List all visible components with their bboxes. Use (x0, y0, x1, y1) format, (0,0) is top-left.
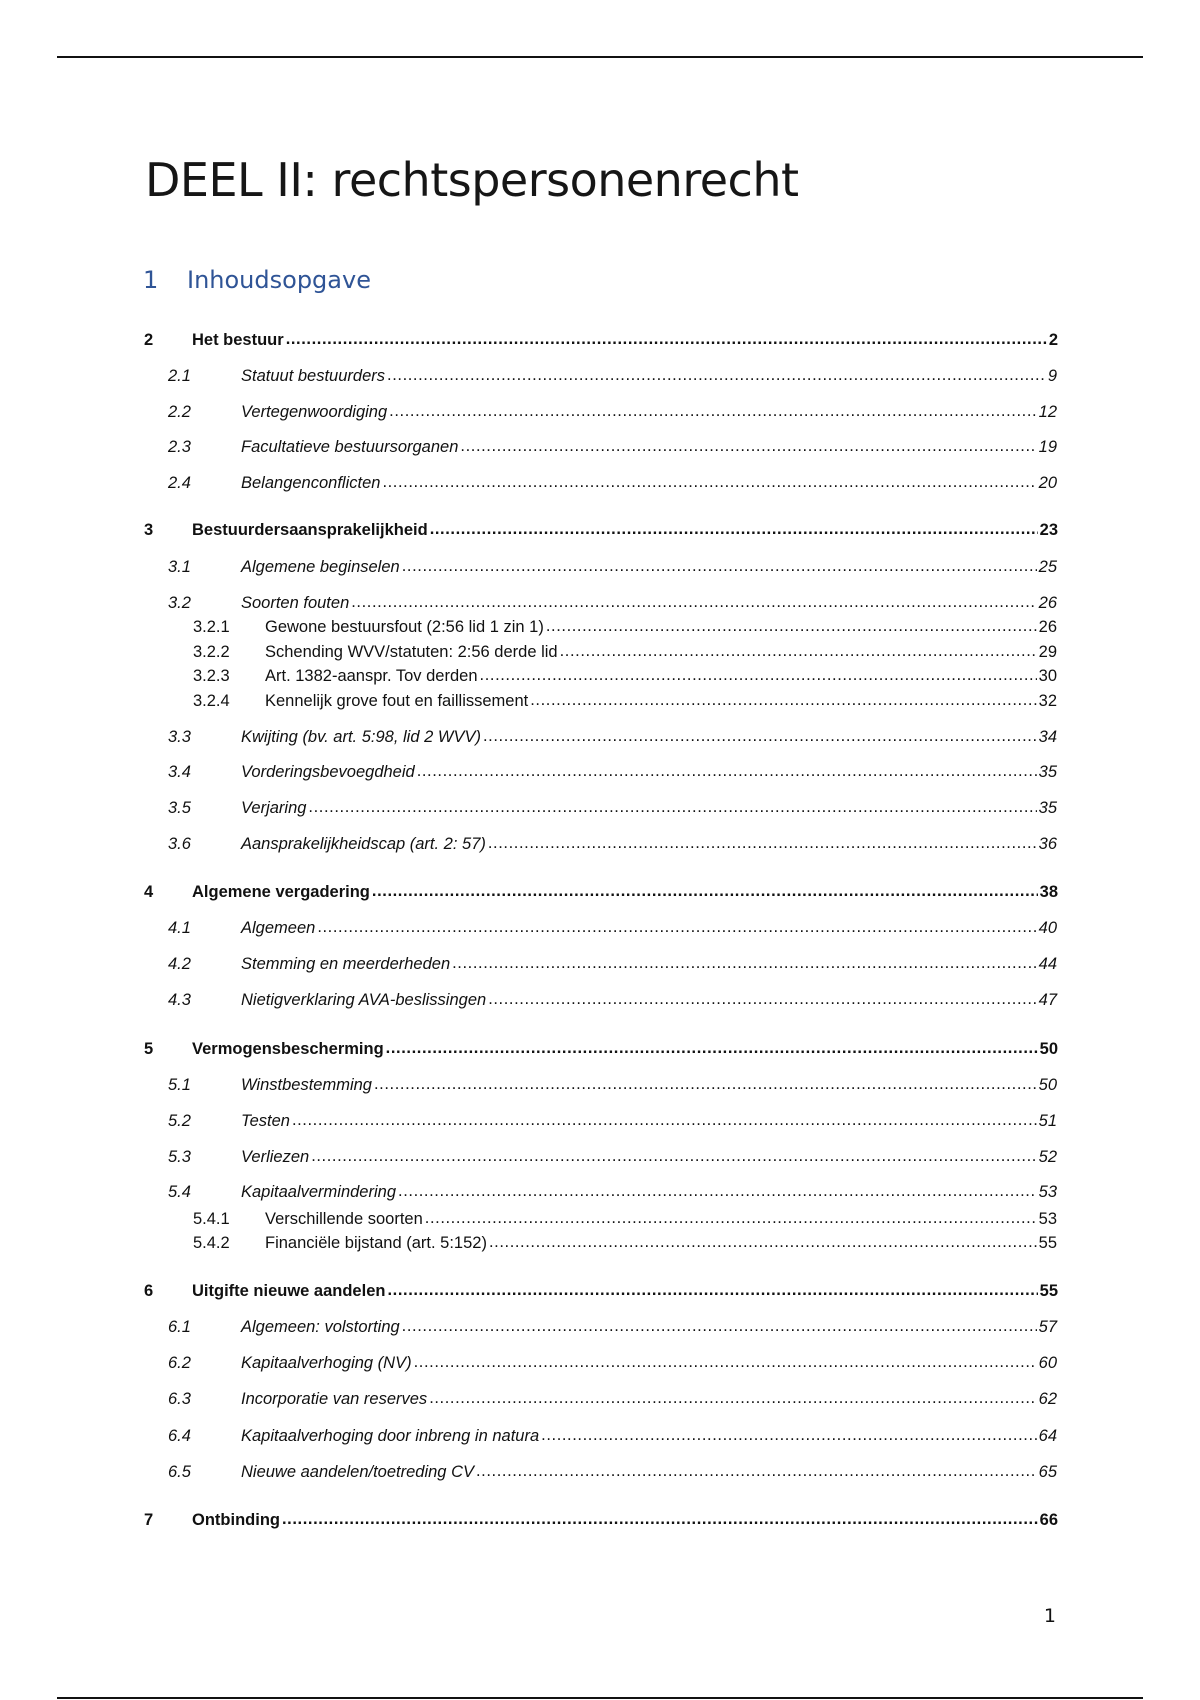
toc-entry[interactable] (168, 796, 1057, 820)
toc-entry-title: Stemming en meerderheden (241, 955, 451, 973)
toc-entry-page: 40 (1038, 919, 1057, 937)
toc-entry-page: 50 (1038, 1076, 1057, 1094)
toc-entry-title: Aansprakelijkheidscap (art. 2: 57) (241, 835, 486, 853)
toc-entry-page: 52 (1038, 1148, 1057, 1166)
toc-entry-body (241, 364, 1057, 388)
toc-entry-body (241, 988, 1057, 1012)
toc-entry-page: 35 (1038, 763, 1057, 781)
toc-entry-body (241, 1180, 1057, 1204)
toc-dot-leader (292, 1108, 1037, 1132)
toc-entry[interactable] (168, 364, 1057, 388)
toc-entry[interactable] (168, 725, 1057, 749)
toc-entry-number: 7 (144, 1511, 154, 1529)
toc-entry-body (241, 1315, 1057, 1339)
toc-entry-body (265, 664, 1057, 688)
toc-entry-body (241, 1109, 1057, 1133)
toc-dot-leader (452, 951, 1037, 975)
toc-entry[interactable] (168, 555, 1057, 579)
toc-dot-leader (560, 639, 1037, 663)
toc-entry[interactable] (168, 591, 1057, 615)
toc-entry-number: 2.1 (168, 367, 191, 385)
toc-entry-body (192, 880, 1058, 904)
toc-entry-body (241, 471, 1057, 495)
toc-entry[interactable] (193, 689, 1057, 713)
toc-entry-body (241, 435, 1057, 459)
toc-entry-page: 34 (1038, 728, 1057, 746)
toc-dot-leader (374, 1072, 1037, 1096)
toc-entry-page: 47 (1038, 991, 1057, 1009)
footer-rule (57, 1697, 1143, 1699)
toc-dot-leader (402, 1314, 1037, 1338)
toc-entry-number: 3.3 (168, 728, 191, 746)
toc-entry-body (241, 725, 1057, 749)
toc-entry-body (192, 1279, 1058, 1303)
toc-entry-number: 3.1 (168, 558, 191, 576)
toc-entry[interactable] (144, 1037, 1058, 1061)
toc-entry[interactable] (168, 916, 1057, 940)
toc-entry-page: 30 (1038, 667, 1057, 685)
toc-entry[interactable] (168, 1424, 1057, 1448)
toc-entry-page: 66 (1039, 1511, 1058, 1529)
toc-dot-leader (414, 1350, 1037, 1374)
toc-entry-number: 2.4 (168, 474, 191, 492)
toc-entry-page: 53 (1038, 1210, 1057, 1228)
toc-entry-title: Gewone bestuursfout (2:56 lid 1 zin 1) (265, 618, 544, 636)
toc-entry-title: Verliezen (241, 1148, 310, 1166)
toc-entry-body (265, 689, 1057, 713)
document-title: DEEL II: rechtspersonenrecht (145, 153, 799, 207)
toc-entry-page: 60 (1038, 1354, 1057, 1372)
toc-dot-leader (389, 399, 1036, 423)
toc-entry-number: 6.1 (168, 1318, 191, 1336)
toc-entry-title: Algemeen (241, 919, 316, 937)
toc-entry[interactable] (144, 518, 1058, 542)
toc-entry-title: Algemene beginselen (241, 558, 400, 576)
toc-entry-body (241, 555, 1057, 579)
toc-entry[interactable] (193, 1231, 1057, 1255)
toc-entry-title: Vertegenwoordiging (241, 403, 388, 421)
toc-entry-page: 26 (1038, 618, 1057, 636)
toc-entry-page: 44 (1038, 955, 1057, 973)
toc-entry-title: Kennelijk grove fout en faillissement (265, 692, 529, 710)
toc-entry-number: 4 (144, 883, 154, 901)
toc-entry-body (241, 760, 1057, 784)
toc-entry-body (241, 1387, 1057, 1411)
toc-entry-number: 4.1 (168, 919, 191, 937)
toc-entry-page: 50 (1039, 1040, 1058, 1058)
toc-dot-leader (317, 915, 1036, 939)
toc-entry[interactable] (168, 1145, 1057, 1169)
toc-entry[interactable] (144, 328, 1058, 352)
toc-entry-title: Kwijting (bv. art. 5:98, lid 2 WVV) (241, 728, 481, 746)
toc-dot-leader (488, 987, 1036, 1011)
toc-entry-body (265, 1231, 1057, 1255)
toc-entry[interactable] (168, 832, 1057, 856)
toc-entry-body (241, 1424, 1057, 1448)
toc-dot-leader (476, 1459, 1037, 1483)
toc-dot-leader (286, 327, 1047, 351)
toc-entry-body (241, 916, 1057, 940)
toc-entry-body (241, 796, 1057, 820)
toc-entry-title: Kapitaalvermindering (241, 1183, 397, 1201)
toc-dot-leader (530, 688, 1036, 712)
toc-dot-leader (387, 1278, 1037, 1302)
toc-entry-body (265, 1207, 1057, 1231)
toc-entry-body (241, 1073, 1057, 1097)
toc-entry[interactable] (144, 1279, 1058, 1303)
toc-dot-leader (429, 1386, 1036, 1410)
toc-entry-title: Verschillende soorten (265, 1210, 423, 1228)
toc-entry-number: 5.4.2 (193, 1234, 230, 1252)
toc-entry-page: 2 (1048, 331, 1058, 349)
toc-entry[interactable] (168, 1073, 1057, 1097)
toc-entry-number: 3.2.1 (193, 618, 230, 636)
toc-entry-number: 2 (144, 331, 154, 349)
toc-dot-leader (282, 1507, 1038, 1531)
toc-dot-leader (417, 759, 1037, 783)
toc-dot-leader (402, 554, 1037, 578)
toc-entry-body (192, 328, 1058, 352)
toc-entry-number: 6.5 (168, 1463, 191, 1481)
toc-entry-title: Algemene vergadering (192, 883, 370, 901)
toc-entry-number: 3.5 (168, 799, 191, 817)
toc-entry-page: 20 (1038, 474, 1057, 492)
toc-dot-leader (541, 1423, 1037, 1447)
toc-entry-title: Kapitaalverhoging (NV) (241, 1354, 412, 1372)
toc-entry-number: 4.3 (168, 991, 191, 1009)
toc-entry-body (192, 518, 1058, 542)
toc-entry-title: Incorporatie van reserves (241, 1390, 428, 1408)
toc-entry-title: Winstbestemming (241, 1076, 372, 1094)
toc-entry-title: Soorten fouten (241, 594, 350, 612)
toc-entry-body (241, 400, 1057, 424)
toc-entry-number: 2.3 (168, 438, 191, 456)
toc-entry-title: Financiële bijstand (art. 5:152) (265, 1234, 487, 1252)
toc-entry-page: 55 (1038, 1234, 1057, 1252)
toc-entry-number: 5.4 (168, 1183, 191, 1201)
toc-entry-page: 53 (1038, 1183, 1057, 1201)
toc-entry[interactable] (168, 400, 1057, 424)
toc-entry[interactable] (144, 1508, 1058, 1532)
toc-entry-number: 6 (144, 1282, 154, 1300)
toc-entry-page: 36 (1038, 835, 1057, 853)
toc-entry[interactable] (193, 664, 1057, 688)
toc-dot-leader (460, 434, 1036, 458)
toc-entry[interactable] (168, 1315, 1057, 1339)
toc-dot-leader (351, 590, 1036, 614)
toc-entry-body (241, 1460, 1057, 1484)
toc-entry-number: 3.2.3 (193, 667, 230, 685)
toc-entry-page: 55 (1039, 1282, 1058, 1300)
toc-entry-number: 5.2 (168, 1112, 191, 1130)
toc-entry-page: 65 (1038, 1463, 1057, 1481)
toc-entry-body (265, 640, 1057, 664)
toc-entry-page: 32 (1038, 692, 1057, 710)
toc-entry[interactable] (168, 1387, 1057, 1411)
toc-entry-title: Facultatieve bestuursorganen (241, 438, 459, 456)
toc-entry-page: 9 (1047, 367, 1057, 385)
toc-entry-title: Vermogensbescherming (192, 1040, 384, 1058)
toc-entry-title: Het bestuur (192, 331, 284, 349)
toc-entry-title: Schending WVV/statuten: 2:56 derde lid (265, 643, 558, 661)
toc-entry-title: Statuut bestuurders (241, 367, 386, 385)
toc-entry-number: 5.1 (168, 1076, 191, 1094)
toc-entry-number: 4.2 (168, 955, 191, 973)
toc-entry[interactable] (168, 1351, 1057, 1375)
toc-dot-leader (425, 1206, 1037, 1230)
toc-entry-title: Vorderingsbevoegdheid (241, 763, 415, 781)
toc-entry-body (265, 615, 1057, 639)
toc-entry-number: 6.3 (168, 1390, 191, 1408)
toc-entry-page: 29 (1038, 643, 1057, 661)
toc-entry-body (241, 591, 1057, 615)
toc-dot-leader (387, 363, 1046, 387)
toc-entry-number: 3.2.4 (193, 692, 230, 710)
toc-entry-number: 3.2 (168, 594, 191, 612)
toc-entry[interactable] (168, 952, 1057, 976)
toc-entry-body (241, 832, 1057, 856)
toc-entry-page: 35 (1038, 799, 1057, 817)
toc-entry-number: 5.3 (168, 1148, 191, 1166)
toc-dot-leader (488, 831, 1037, 855)
toc-heading-number: 1 (143, 266, 159, 294)
toc-dot-leader (308, 795, 1036, 819)
toc-entry-title: Verjaring (241, 799, 307, 817)
toc-entry-body (192, 1508, 1058, 1532)
toc-entry-number: 6.4 (168, 1427, 191, 1445)
toc-entry-page: 62 (1038, 1390, 1057, 1408)
toc-entry[interactable] (193, 615, 1057, 639)
toc-entry[interactable] (168, 1109, 1057, 1133)
toc-entry-title: Art. 1382-aanspr. Tov derden (265, 667, 478, 685)
toc-dot-leader (489, 1230, 1037, 1254)
toc-entry-page: 64 (1038, 1427, 1057, 1445)
toc-entry[interactable] (168, 1460, 1057, 1484)
toc-entry[interactable] (168, 988, 1057, 1012)
toc-entry-number: 6.2 (168, 1354, 191, 1372)
toc-heading-text: Inhoudsopgave (187, 266, 371, 294)
toc-dot-leader (398, 1179, 1037, 1203)
toc-entry-body (241, 952, 1057, 976)
toc-dot-leader (430, 517, 1038, 541)
toc-entry-page: 23 (1039, 521, 1058, 539)
page-number: 1 (1043, 1605, 1056, 1627)
toc-entry-body (241, 1145, 1057, 1169)
toc-dot-leader (480, 663, 1037, 687)
toc-entry-title: Algemeen: volstorting (241, 1318, 400, 1336)
toc-entry-body (241, 1351, 1057, 1375)
toc-entry-title: Kapitaalverhoging door inbreng in natura (241, 1427, 540, 1445)
toc-entry[interactable] (168, 760, 1057, 784)
toc-dot-leader (546, 614, 1037, 638)
toc-entry-title: Bestuurdersaansprakelijkheid (192, 521, 428, 539)
toc-entry[interactable] (168, 1180, 1057, 1204)
toc-entry[interactable] (168, 471, 1057, 495)
toc-entry-number: 3.2.2 (193, 643, 230, 661)
toc-entry-body (192, 1037, 1058, 1061)
toc-entry[interactable] (168, 435, 1057, 459)
toc-entry-number: 5.4.1 (193, 1210, 230, 1228)
toc-entry-number: 3 (144, 521, 154, 539)
toc-entry-page: 38 (1039, 883, 1058, 901)
toc-entry-title: Uitgifte nieuwe aandelen (192, 1282, 386, 1300)
toc-entry[interactable] (193, 1207, 1057, 1231)
toc-entry-page: 26 (1038, 594, 1057, 612)
toc-dot-leader (483, 724, 1037, 748)
toc-entry-title: Nietigverklaring AVA-beslissingen (241, 991, 487, 1009)
toc-entry-page: 57 (1038, 1318, 1057, 1336)
toc-entry-number: 2.2 (168, 403, 191, 421)
toc-entry-page: 51 (1038, 1112, 1057, 1130)
toc-entry[interactable] (193, 640, 1057, 664)
toc-entry-page: 25 (1038, 558, 1057, 576)
toc-entry-title: Testen (241, 1112, 290, 1130)
toc-entry-title: Belangenconflicten (241, 474, 381, 492)
toc-dot-leader (386, 1036, 1038, 1060)
toc-entry-page: 19 (1038, 438, 1057, 456)
toc-dot-leader (382, 470, 1036, 494)
toc-entry-title: Nieuwe aandelen/toetreding CV (241, 1463, 474, 1481)
toc-entry-number: 5 (144, 1040, 154, 1058)
toc-entry-number: 3.4 (168, 763, 191, 781)
toc-entry-number: 3.6 (168, 835, 191, 853)
toc-entry-page: 12 (1038, 403, 1057, 421)
toc-dot-leader (311, 1144, 1036, 1168)
toc-entry-title: Ontbinding (192, 1511, 280, 1529)
toc-dot-leader (372, 879, 1038, 903)
toc-entry[interactable] (144, 880, 1058, 904)
